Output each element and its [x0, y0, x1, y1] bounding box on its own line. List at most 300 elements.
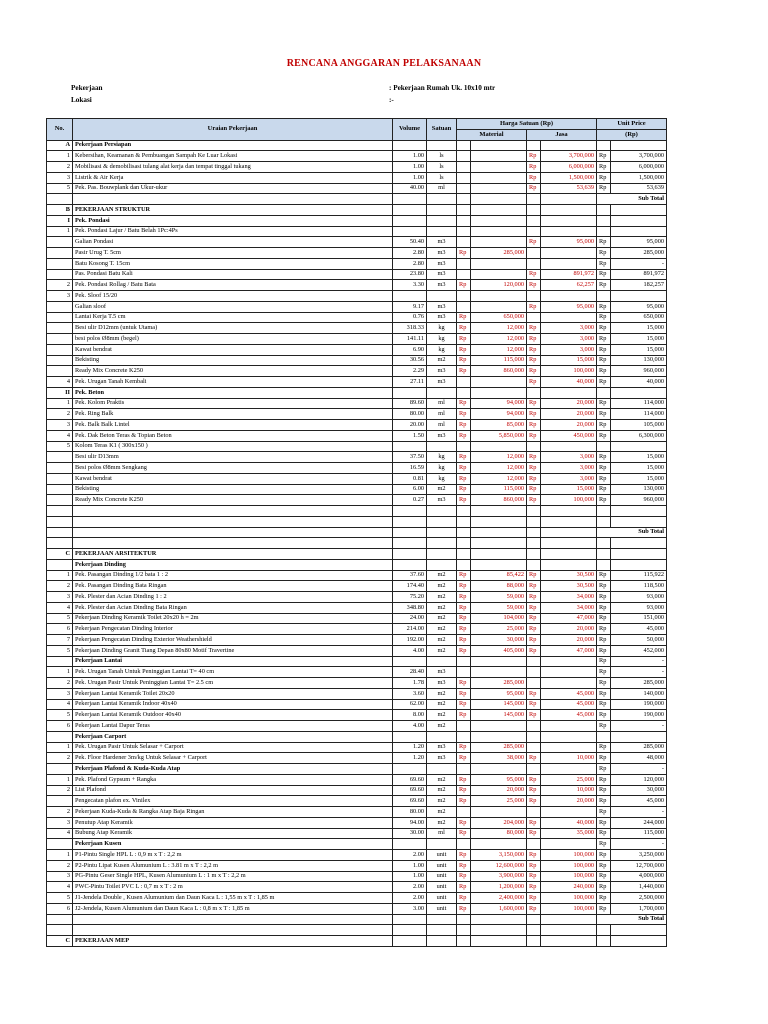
cell-mrp: [457, 839, 471, 850]
cell-mat: 94,000: [471, 409, 527, 420]
cell-up: 6,000,000: [611, 162, 667, 173]
cell-up: 285,000: [611, 248, 667, 259]
cell-no: 2: [47, 860, 73, 871]
cell-mat: 145,000: [471, 710, 527, 721]
cell-mrp: Rp: [457, 312, 471, 323]
cell-up: 115,922: [611, 570, 667, 581]
cell-no: C: [47, 549, 73, 560]
cell-mrp: [457, 925, 471, 936]
cell-sat: m2: [427, 592, 457, 603]
cell-jrp: [527, 538, 541, 549]
cell-desc: Bekisting: [73, 355, 393, 366]
cell-no: 6: [47, 721, 73, 732]
cell-mat: [471, 183, 527, 194]
table-row: [47, 559, 667, 570]
table-row: [47, 893, 667, 904]
cell-jrp: [527, 516, 541, 527]
cell-sat: [427, 656, 457, 667]
cell-urp: Rp: [597, 581, 611, 592]
table-row: [47, 688, 667, 699]
cell-no: 2: [47, 753, 73, 764]
cell-urp: Rp: [597, 635, 611, 646]
cell-urp: Rp: [597, 613, 611, 624]
cell-sat: m2: [427, 624, 457, 635]
cell-desc: Pekerjaan Pengecatan Dinding Exterior Weathershield: [73, 635, 393, 646]
cell-jrp: Rp: [527, 172, 541, 183]
cell-urp: [597, 559, 611, 570]
cell-mrp: Rp: [457, 850, 471, 861]
table-row: [47, 839, 667, 850]
cell-urp: Rp: [597, 828, 611, 839]
cell-urp: Rp: [597, 258, 611, 269]
cell-desc: Pek. Pasangan Dinding 1/2 bata 1 : 2: [73, 570, 393, 581]
cell-urp: Rp: [597, 430, 611, 441]
cell-no: [47, 366, 73, 377]
cell-vol: 318.33: [393, 323, 427, 334]
cell-up: 105,000: [611, 420, 667, 431]
table-row: [47, 258, 667, 269]
cell-up: [611, 559, 667, 570]
cell-jrp: Rp: [527, 269, 541, 280]
cell-no: 7: [47, 635, 73, 646]
cell-no: [47, 925, 73, 936]
cell-no: 4: [47, 377, 73, 388]
cell-vol: 28.40: [393, 667, 427, 678]
cell-no: 5: [47, 613, 73, 624]
cell-vol: [393, 441, 427, 452]
cell-jrp: [527, 764, 541, 775]
cell-jasa: 62,257: [541, 280, 597, 291]
cell-urp: Rp: [597, 495, 611, 506]
cell-jasa: [541, 925, 597, 936]
cell-mat: 80,000: [471, 828, 527, 839]
cell-sat: m3: [427, 742, 457, 753]
cell-no: [47, 484, 73, 495]
cell-mat: [471, 162, 527, 173]
cell-up: -: [611, 764, 667, 775]
cell-sat: m2: [427, 602, 457, 613]
cell-mat: 12,000: [471, 463, 527, 474]
cell-vol: 69.60: [393, 796, 427, 807]
cell-vol: 27.11: [393, 377, 427, 388]
cell-jrp: [527, 839, 541, 850]
cell-mrp: [457, 549, 471, 560]
cell-mrp: [457, 237, 471, 248]
section-row: [47, 936, 667, 947]
cell-urp: Rp: [597, 484, 611, 495]
cell-mrp: [457, 301, 471, 312]
cell-no: 2: [47, 162, 73, 173]
cell-sat: unit: [427, 860, 457, 871]
cell-mat: [471, 936, 527, 947]
cell-up: 650,000: [611, 312, 667, 323]
cell-mrp: [457, 269, 471, 280]
table-row: [47, 334, 667, 345]
cell-mat: [471, 226, 527, 237]
table-row: [47, 817, 667, 828]
cell-up: 93,000: [611, 592, 667, 603]
cell-mrp: Rp: [457, 420, 471, 431]
cell-jrp: [527, 936, 541, 947]
section-row: [47, 549, 667, 560]
cell-urp: Rp: [597, 645, 611, 656]
cell-sat: [427, 140, 457, 151]
table-row: [47, 248, 667, 259]
cell-jasa: [541, 441, 597, 452]
table-row: [47, 807, 667, 818]
cell-desc: PEKERJAAN STRUKTUR: [73, 205, 393, 216]
cell-no: B: [47, 205, 73, 216]
cell-jasa: [541, 258, 597, 269]
cell-jasa: 10,000: [541, 753, 597, 764]
cell-mat: [471, 721, 527, 732]
table-row: [47, 377, 667, 388]
cell-vol: [393, 226, 427, 237]
cell-desc: Pekerjaan Lantai Keramik Toilet 20x20: [73, 688, 393, 699]
cell-no: [47, 334, 73, 345]
table-row: [47, 860, 667, 871]
cell-jasa: [541, 807, 597, 818]
cell-up: 115,000: [611, 828, 667, 839]
cell-urp: Rp: [597, 721, 611, 732]
cell-jasa: [541, 721, 597, 732]
cell-sat: ls: [427, 172, 457, 183]
cell-mrp: [457, 215, 471, 226]
cell-desc: Pek. Floor Hardener 3m/kg Untuk Selasar + Carport: [73, 753, 393, 764]
cell-vol: 94.00: [393, 817, 427, 828]
table-row: [47, 323, 667, 334]
cell-jrp: Rp: [527, 753, 541, 764]
col-unit-price: Unit Price: [597, 119, 667, 130]
table-row: [47, 592, 667, 603]
cell-up: 48,000: [611, 753, 667, 764]
cell-no: [47, 237, 73, 248]
cell-urp: Rp: [597, 839, 611, 850]
cell-mrp: [457, 764, 471, 775]
cell-mrp: Rp: [457, 334, 471, 345]
cell-vol: 141.11: [393, 334, 427, 345]
cell-vol: 1.00: [393, 860, 427, 871]
cell-desc: Besi ulir D12mm (untuk Utama): [73, 323, 393, 334]
cell-mrp: [457, 667, 471, 678]
cell-vol: 37.60: [393, 570, 427, 581]
cell-up: 118,500: [611, 581, 667, 592]
cell-up: [611, 925, 667, 936]
cell-vol: 2.00: [393, 882, 427, 893]
cell-sat: kg: [427, 323, 457, 334]
cell-desc: PEKERJAAN MEP: [73, 936, 393, 947]
cell-vol: 2.29: [393, 366, 427, 377]
cell-jasa: [541, 205, 597, 216]
cell-desc: Pek. Urugan Tanah Untuk Peninggian Lantai T= 40 cm: [73, 667, 393, 678]
cell-jrp: Rp: [527, 323, 541, 334]
cell-no: I: [47, 215, 73, 226]
cell-sat: m2: [427, 570, 457, 581]
cell-jasa: 3,700,000: [541, 151, 597, 162]
table-row: [47, 828, 667, 839]
cell-mrp: Rp: [457, 344, 471, 355]
cell-vol: 4.00: [393, 645, 427, 656]
cell-no: 2: [47, 785, 73, 796]
cell-up: 2,500,000: [611, 893, 667, 904]
cell-mrp: [457, 172, 471, 183]
cell-jasa: 450,000: [541, 430, 597, 441]
pekerjaan-label: Pekerjaan: [71, 84, 103, 92]
cell-desc: Pek. Plafond Gypsum + Rangka: [73, 774, 393, 785]
cell-jrp: Rp: [527, 592, 541, 603]
cell-jasa: [541, 731, 597, 742]
cell-no: 1: [47, 151, 73, 162]
cell-jrp: [527, 205, 541, 216]
cell-jrp: Rp: [527, 828, 541, 839]
cell-urp: Rp: [597, 785, 611, 796]
cell-jasa: 20,000: [541, 409, 597, 420]
table-row: [47, 656, 667, 667]
cell-mrp: Rp: [457, 742, 471, 753]
table-row: [47, 721, 667, 732]
cell-mat: [471, 291, 527, 302]
cell-sat: kg: [427, 473, 457, 484]
cell-sat: m2: [427, 699, 457, 710]
cell-vol: 37.50: [393, 452, 427, 463]
cell-sat: [427, 731, 457, 742]
cell-up: 15,000: [611, 344, 667, 355]
cell-no: [47, 516, 73, 527]
cell-vol: [393, 205, 427, 216]
cell-urp: Rp: [597, 344, 611, 355]
cell-vol: 23.80: [393, 269, 427, 280]
cell-no: 5: [47, 183, 73, 194]
cell-jrp: [527, 215, 541, 226]
cell-mat: 85,422: [471, 570, 527, 581]
cell-desc: Pek. Pasangan Dinding Bata Ringan: [73, 581, 393, 592]
cell-jasa: 53,639: [541, 183, 597, 194]
cell-up: 53,639: [611, 183, 667, 194]
cell-urp: [597, 516, 611, 527]
cell-jrp: Rp: [527, 344, 541, 355]
cell-mat: [471, 506, 527, 517]
cell-mat: 285,000: [471, 248, 527, 259]
cell-desc: besi polos Ø8mm (begel): [73, 334, 393, 345]
cell-sat: ls: [427, 162, 457, 173]
cell-no: 1: [47, 570, 73, 581]
cell-mrp: Rp: [457, 495, 471, 506]
cell-jasa: [541, 667, 597, 678]
cell-up: 50,000: [611, 635, 667, 646]
cell-mat: 12,000: [471, 452, 527, 463]
cell-jrp: Rp: [527, 334, 541, 345]
cell-desc: Pek. Ring Balk: [73, 409, 393, 420]
cell-mat: [471, 441, 527, 452]
cell-vol: 6.90: [393, 344, 427, 355]
cell-desc: Ready Mix Concrete K250: [73, 495, 393, 506]
cell-no: A: [47, 140, 73, 151]
table-row: [47, 678, 667, 689]
lokasi-value: :-: [389, 96, 394, 104]
cell-up: 1,440,000: [611, 882, 667, 893]
cell-jasa: 34,000: [541, 592, 597, 603]
cell-jrp: Rp: [527, 183, 541, 194]
cell-sat: unit: [427, 850, 457, 861]
cell-mrp: Rp: [457, 903, 471, 914]
cell-mrp: Rp: [457, 774, 471, 785]
cell-mrp: [457, 721, 471, 732]
table-row: [47, 226, 667, 237]
pekerjaan-value: : Pekerjaan Rumah Uk. 10x10 mtr: [389, 84, 496, 92]
cell-jrp: Rp: [527, 817, 541, 828]
table-row: [47, 452, 667, 463]
cell-vol: 75.20: [393, 592, 427, 603]
cell-desc: Pekerjaan Dinding: [73, 559, 393, 570]
cell-mrp: Rp: [457, 645, 471, 656]
cell-desc: Pek. Pondasi: [73, 215, 393, 226]
cell-urp: Rp: [597, 807, 611, 818]
cell-up: 12,700,000: [611, 860, 667, 871]
cell-mat: 59,000: [471, 592, 527, 603]
cell-jrp: Rp: [527, 710, 541, 721]
cell-sat: [427, 549, 457, 560]
cell-up: 15,000: [611, 463, 667, 474]
cell-up: 45,000: [611, 624, 667, 635]
cell-no: 3: [47, 817, 73, 828]
cell-vol: 0.76: [393, 312, 427, 323]
cell-sat: [427, 925, 457, 936]
cell-no: [47, 656, 73, 667]
cell-up: 130,000: [611, 484, 667, 495]
cell-desc: Pekerjaan Kusen: [73, 839, 393, 850]
section-row: [47, 205, 667, 216]
cell-jrp: Rp: [527, 871, 541, 882]
cell-mat: [471, 925, 527, 936]
cell-vol: 3.00: [393, 903, 427, 914]
cell-desc: Pekerjaan Kuda-Kuda & Rangka Atap Baja Ringan: [73, 807, 393, 818]
cell-desc: Besi ulir D13mm: [73, 452, 393, 463]
cell-mat: [471, 559, 527, 570]
cell-desc: Pekerjaan Lantai: [73, 656, 393, 667]
budget-table: [46, 118, 667, 947]
cell-sat: [427, 506, 457, 517]
cell-jasa: 95,000: [541, 237, 597, 248]
cell-vol: [393, 549, 427, 560]
cell-up: 891,972: [611, 269, 667, 280]
cell-mrp: Rp: [457, 398, 471, 409]
cell-mat: [471, 549, 527, 560]
cell-jasa: 100,000: [541, 871, 597, 882]
cell-jrp: Rp: [527, 613, 541, 624]
cell-up: 93,000: [611, 602, 667, 613]
cell-jasa: 30,500: [541, 581, 597, 592]
cell-jrp: Rp: [527, 495, 541, 506]
cell-sat: [427, 291, 457, 302]
meta-pekerjaan: [71, 84, 496, 92]
cell-sat: m2: [427, 774, 457, 785]
cell-up: [611, 140, 667, 151]
cell-mat: [471, 516, 527, 527]
cell-desc: Pekerjaan Plafond & Kuda-Kuda Atap: [73, 764, 393, 775]
cell-desc: Pekerjaan Carport: [73, 731, 393, 742]
empty-row: [47, 506, 667, 517]
table-row: [47, 635, 667, 646]
cell-mrp: [457, 151, 471, 162]
cell-jasa: [541, 387, 597, 398]
cell-urp: Rp: [597, 151, 611, 162]
cell-jrp: Rp: [527, 903, 541, 914]
cell-mrp: [457, 936, 471, 947]
subtotal-label: Sub Total: [597, 194, 667, 205]
cell-mat: 38,000: [471, 753, 527, 764]
cell-no: [47, 731, 73, 742]
cell-mat: [471, 258, 527, 269]
cell-jrp: Rp: [527, 699, 541, 710]
cell-no: [47, 355, 73, 366]
cell-mat: 204,000: [471, 817, 527, 828]
cell-vol: [393, 538, 427, 549]
cell-jrp: [527, 248, 541, 259]
cell-urp: Rp: [597, 699, 611, 710]
cell-vol: 2.00: [393, 893, 427, 904]
cell-urp: [597, 226, 611, 237]
cell-jasa: [541, 248, 597, 259]
cell-mat: 3,150,000: [471, 850, 527, 861]
table-row: [47, 710, 667, 721]
table-row: [47, 850, 667, 861]
cell-sat: ls: [427, 151, 457, 162]
cell-urp: Rp: [597, 237, 611, 248]
cell-urp: Rp: [597, 452, 611, 463]
cell-mrp: Rp: [457, 871, 471, 882]
cell-desc: [73, 516, 393, 527]
cell-desc: J2-Jendela, Kusen Alumunium dan Daun Kaca L : 0,8 m x T : 1,85 m: [73, 903, 393, 914]
cell-vol: 1.50: [393, 430, 427, 441]
cell-jasa: 45,000: [541, 699, 597, 710]
cell-jrp: Rp: [527, 484, 541, 495]
cell-jasa: [541, 559, 597, 570]
cell-urp: [597, 387, 611, 398]
cell-vol: 69.60: [393, 774, 427, 785]
cell-desc: Pek. Pondasi Rollag / Batu Bata: [73, 280, 393, 291]
cell-desc: Kawat bendrat: [73, 473, 393, 484]
cell-urp: Rp: [597, 183, 611, 194]
cell-mat: [471, 387, 527, 398]
cell-sat: [427, 205, 457, 216]
cell-sat: m2: [427, 613, 457, 624]
cell-urp: Rp: [597, 409, 611, 420]
subtotal-row: [47, 194, 667, 205]
cell-jasa: [541, 291, 597, 302]
table-row: [47, 484, 667, 495]
table-row: [47, 215, 667, 226]
cell-mrp: [457, 387, 471, 398]
cell-urp: [597, 538, 611, 549]
table-row: [47, 420, 667, 431]
cell-no: [47, 248, 73, 259]
cell-sat: m3: [427, 269, 457, 280]
cell-mrp: Rp: [457, 323, 471, 334]
cell-up: 4,000,000: [611, 871, 667, 882]
cell-jasa: 47,000: [541, 613, 597, 624]
cell-urp: Rp: [597, 301, 611, 312]
table-row: [47, 602, 667, 613]
cell-jrp: Rp: [527, 151, 541, 162]
cell-sat: [427, 215, 457, 226]
cell-no: 2: [47, 678, 73, 689]
cell-vol: [393, 559, 427, 570]
cell-up: 15,000: [611, 473, 667, 484]
cell-vol: 214.00: [393, 624, 427, 635]
cell-mrp: [457, 140, 471, 151]
cell-no: [47, 559, 73, 570]
cell-up: 244,000: [611, 817, 667, 828]
